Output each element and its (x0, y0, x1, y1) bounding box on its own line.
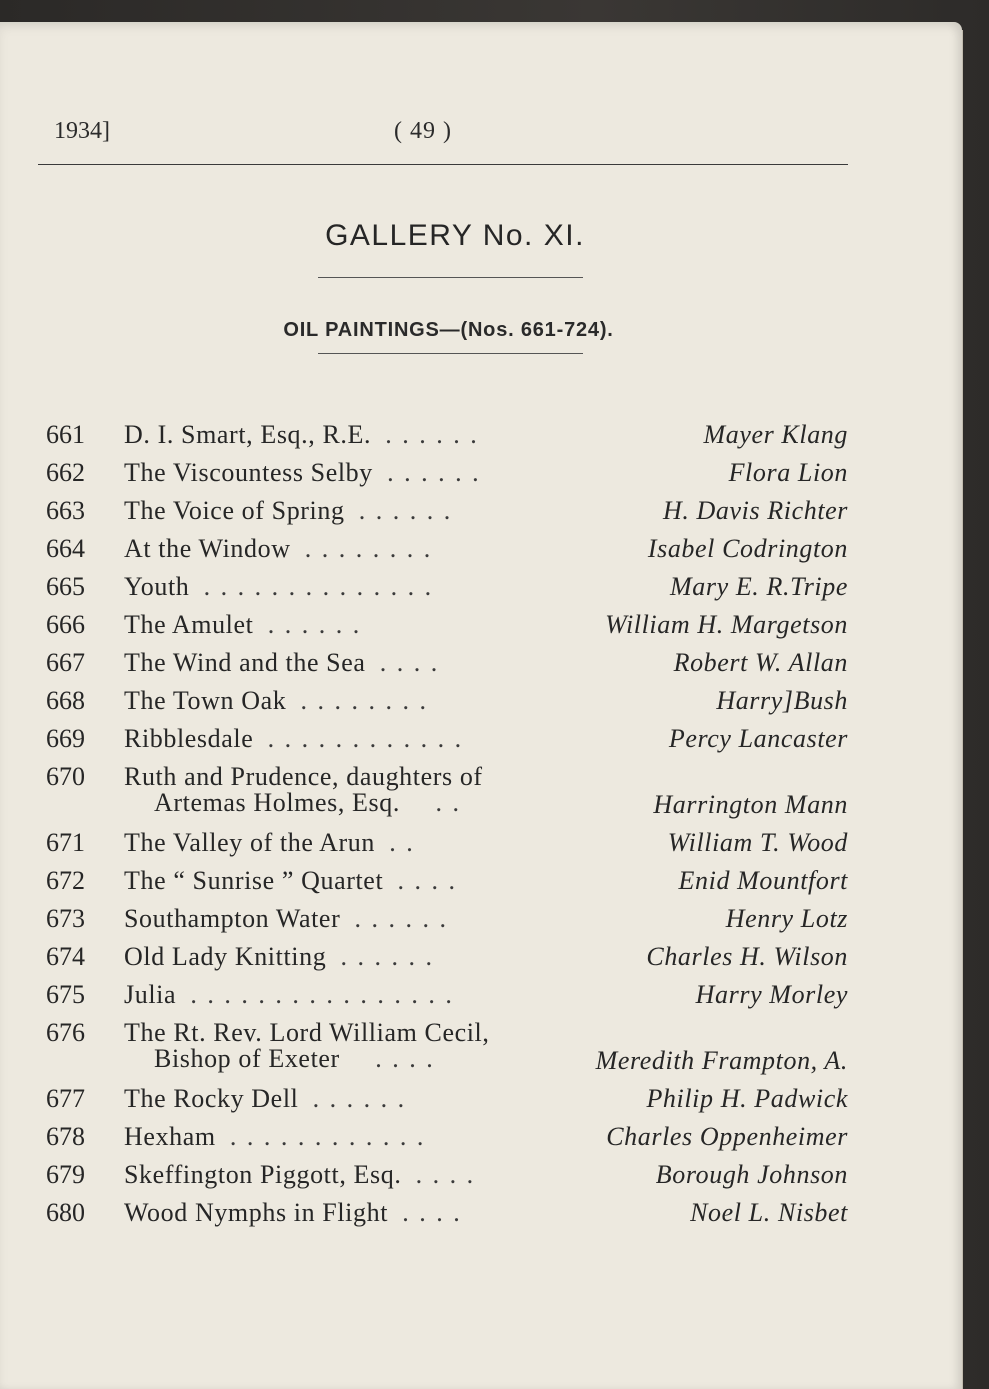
entry-title (124, 1084, 406, 1114)
catalogue-entry (0, 828, 960, 866)
entry-artist: Charles H. Wilson (646, 942, 848, 971)
leader-dots: . . . . . . (340, 942, 434, 971)
page-number: ( 49 ) (394, 118, 452, 144)
catalogue-entry (0, 1018, 960, 1084)
entry-number: 680 (46, 1198, 85, 1227)
entries-list (0, 420, 960, 1236)
header-year: 1934] (54, 118, 110, 144)
entry-artist: Harry Morley (695, 980, 848, 1009)
entry-artist: Meredith Frampton, A. (595, 1046, 848, 1075)
leader-dots: . . . . (397, 866, 457, 895)
catalogue-entry (0, 1160, 960, 1198)
entry-title-text: Old Lady Knitting (124, 942, 327, 971)
entry-title-line2: Bishop of Exeter (154, 1044, 340, 1073)
entry-artist: Mayer Klang (703, 420, 848, 449)
entry-artist: Robert W. Allan (673, 648, 848, 677)
entry-title-text: The Amulet (124, 610, 254, 639)
entry-title (124, 724, 463, 754)
entry-artist: Harrington Mann (653, 790, 848, 819)
entry-title-text: Hexham (124, 1122, 216, 1151)
entry-artist: Flora Lion (728, 458, 848, 487)
entry-title (124, 1198, 462, 1228)
entry-artist: Noel L. Nisbet (690, 1198, 848, 1227)
entry-number: 661 (46, 420, 85, 449)
entry-number: 674 (46, 942, 85, 971)
entry-title-text: The Rt. Rev. Lord William Cecil, (124, 1018, 490, 1047)
catalogue-entry (0, 980, 960, 1018)
running-header (54, 118, 849, 158)
section-title: OIL PAINTINGS—(Nos. 661-724). (283, 319, 614, 341)
entry-title-text: The Wind and the Sea (124, 648, 366, 677)
catalogue-entry (0, 904, 960, 942)
entry-number: 678 (46, 1122, 85, 1151)
catalogue-page (0, 22, 962, 1389)
entry-artist: H. Davis Richter (662, 496, 848, 525)
leader-dots: . . . . . . (354, 904, 449, 933)
entry-title-text: The Town Oak (124, 686, 287, 715)
catalogue-entry (0, 762, 960, 828)
catalogue-entry (0, 420, 960, 458)
entry-number: 668 (46, 686, 85, 715)
entry-title-line2: Artemas Holmes, Esq. (154, 788, 400, 817)
entry-title-text: Southampton Water (124, 904, 341, 933)
catalogue-entry (0, 1122, 960, 1160)
entry-artist: Isabel Codrington (647, 534, 848, 563)
entry-title-text: The “ Sunrise ” Quartet (124, 866, 384, 895)
entry-title (124, 534, 432, 564)
section-divider (318, 353, 583, 354)
entry-number: 671 (46, 828, 85, 857)
entry-number: 666 (46, 610, 85, 639)
entry-title (124, 572, 433, 602)
leader-dots: . . . . . . (385, 420, 479, 449)
entry-number: 665 (46, 572, 85, 601)
entry-number: 667 (46, 648, 85, 677)
entry-number: 679 (46, 1160, 85, 1189)
entry-title-text: The Valley of the Arun (124, 828, 375, 857)
entry-artist: Enid Mountfort (678, 866, 848, 895)
entry-title (124, 1122, 425, 1152)
gallery-title: GALLERY No. XI. (325, 219, 585, 252)
entry-number: 677 (46, 1084, 85, 1113)
entry-number: 670 (46, 762, 85, 791)
catalogue-entry (0, 686, 960, 724)
entry-title (124, 980, 454, 1010)
entry-title (124, 866, 457, 896)
leader-dots: . . . . (402, 1198, 462, 1227)
leader-dots: . . . . . . (312, 1084, 407, 1113)
entry-title (124, 762, 483, 817)
leader-dots: . . . . (379, 648, 440, 677)
entry-title-text: The Rocky Dell (124, 1084, 299, 1113)
entry-artist: Henry Lotz (725, 904, 848, 933)
leader-dots: . . . . . . . . (300, 686, 429, 715)
leader-dots: . . . . . . . . (304, 534, 433, 563)
leader-dots: . . . . . . . . . . . . . . (203, 572, 434, 601)
entry-title (124, 458, 481, 488)
entry-title-text: D. I. Smart, Esq., R.E. (124, 420, 372, 449)
entry-title-continuation (154, 788, 461, 818)
entry-number: 669 (46, 724, 85, 753)
entry-title-text: Wood Nymphs in Flight (124, 1198, 389, 1227)
entry-title (124, 420, 479, 450)
entry-number: 673 (46, 904, 85, 933)
entry-number: 675 (46, 980, 85, 1009)
entry-title-text: The Voice of Spring (124, 496, 345, 525)
entry-title (124, 648, 439, 678)
entry-artist: Charles Oppenheimer (606, 1122, 848, 1151)
entry-number: 672 (46, 866, 85, 895)
entry-artist: William H. Margetson (605, 610, 848, 639)
catalogue-entry (0, 534, 960, 572)
entry-title (124, 904, 448, 934)
entry-title (124, 942, 434, 972)
entry-number: 663 (46, 496, 85, 525)
entry-artist: Mary E. R.Tripe (670, 572, 848, 601)
entry-number: 662 (46, 458, 85, 487)
catalogue-entry (0, 724, 960, 762)
leader-dots: . . (435, 788, 461, 817)
catalogue-entry (0, 866, 960, 904)
catalogue-entry (0, 1084, 960, 1122)
entry-artist: William T. Wood (667, 828, 848, 857)
entry-artist: Philip H. Padwick (646, 1084, 848, 1113)
entry-title-text: Youth (124, 572, 190, 601)
entry-title (124, 610, 361, 640)
entry-title (124, 828, 415, 858)
entry-number: 676 (46, 1018, 85, 1047)
leader-dots: . . . . . . (387, 458, 481, 487)
leader-dots: . . . . . . (358, 496, 453, 525)
entry-title-text: Skeffington Piggott, Esq. (124, 1160, 402, 1189)
entry-title-text: Ribblesdale (124, 724, 254, 753)
entry-title (124, 496, 452, 526)
entry-artist: Percy Lancaster (668, 724, 848, 753)
entry-title-text: Ruth and Prudence, daughters of (124, 762, 483, 791)
entry-artist: Harry]Bush (716, 686, 848, 715)
catalogue-entry (0, 648, 960, 686)
leader-dots: . . . . . . . . . . . . . . . . (190, 980, 454, 1009)
catalogue-entry (0, 942, 960, 980)
leader-dots: . . . . (415, 1160, 476, 1189)
entry-title-text: Julia (124, 980, 177, 1009)
entry-number: 664 (46, 534, 85, 563)
catalogue-entry (0, 496, 960, 534)
entry-title (124, 1160, 475, 1190)
catalogue-entry (0, 458, 960, 496)
leader-dots: . . . . (375, 1044, 435, 1073)
leader-dots: . . . . . . . . . . . . (229, 1122, 426, 1151)
catalogue-entry (0, 1198, 960, 1236)
catalogue-entry (0, 572, 960, 610)
title-divider (318, 277, 583, 278)
header-rule (38, 164, 848, 165)
entry-title (124, 1018, 490, 1073)
entry-title-text: The Viscountess Selby (124, 458, 373, 487)
leader-dots: . . (389, 828, 415, 857)
entry-title-continuation (154, 1044, 435, 1074)
entry-artist: Borough Johnson (655, 1160, 848, 1189)
leader-dots: . . . . . . . . . . . . (267, 724, 464, 753)
entry-title (124, 686, 428, 716)
catalogue-entry (0, 610, 960, 648)
entry-title-text: At the Window (124, 534, 291, 563)
leader-dots: . . . . . . (267, 610, 362, 639)
